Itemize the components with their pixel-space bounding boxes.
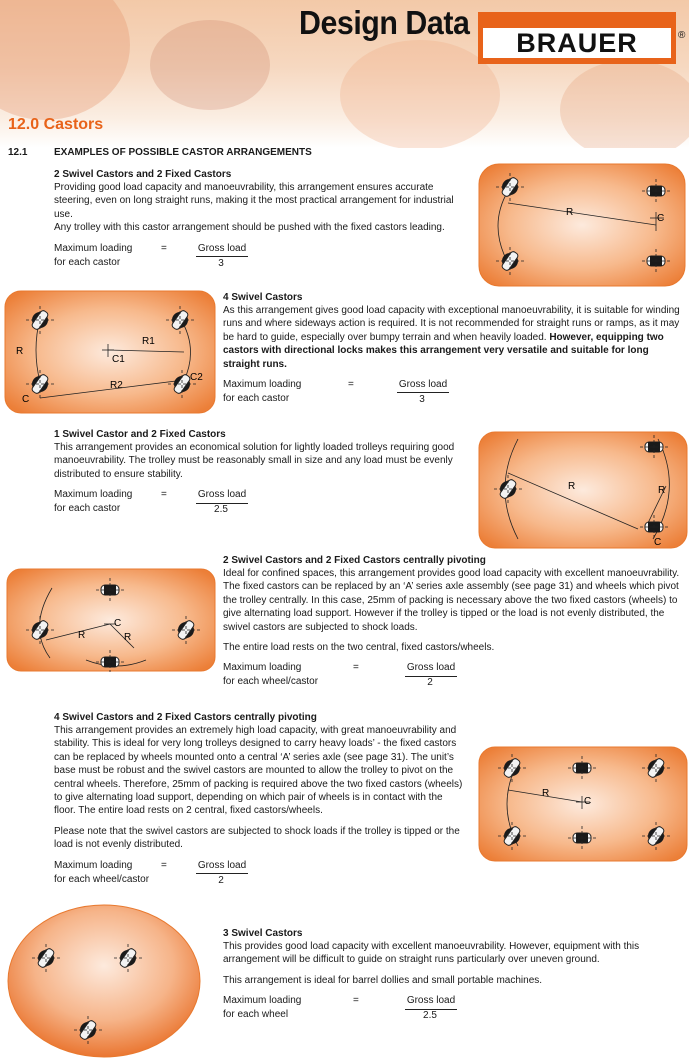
- loading-formula: [223, 661, 685, 689]
- diagram-label-r: R: [658, 485, 666, 496]
- brand-logo: [478, 12, 676, 64]
- banner-shade: [340, 40, 500, 148]
- formula-label: Maximum loading: [223, 995, 302, 1007]
- arrangement-text: This arrangement provides an economical solution for lightly loaded trolleys requiring good manoeuvrability. The trolley must be reasonably small in size and any load must be evenly distributed to ensure stability.: [54, 442, 455, 480]
- formula-equals: =: [161, 859, 167, 871]
- diagram-label-c: C: [584, 796, 592, 807]
- formula-label: Maximum loading: [223, 662, 302, 674]
- diagram-label-c2: C2: [190, 372, 203, 383]
- loading-formula: [54, 488, 468, 516]
- loading-formula: [223, 378, 685, 406]
- arrangement-text: Please note that the swivel castors are subjected to shock loads if the trolley is tipped or the load is not evenly distributed.: [54, 825, 460, 851]
- arrangement-text: This arrangement is ideal for barrel dollies and small portable machines.: [223, 974, 543, 986]
- formula-label: for each wheel/castor: [54, 873, 150, 885]
- banner-shade: [0, 0, 130, 120]
- diagram-label-r: R: [16, 346, 24, 357]
- banner-shade: [560, 60, 689, 148]
- paragraph: Providing good load capacity and manoeuvrability, this arrangement ensures accurate steering, even on long straight runs, making it the most practical arrangement for industrial use.: [54, 182, 454, 220]
- arrangement-2-swivel-2-fixed: [54, 168, 468, 270]
- formula-label: Maximum loading: [223, 379, 302, 391]
- registered-mark: ®: [678, 30, 686, 41]
- diagram-2-swivel-2-fixed-central: [6, 568, 216, 672]
- arrangement-title: 3 Swivel Castors: [223, 928, 303, 939]
- formula-numerator: Gross load: [397, 378, 449, 393]
- arrangement-4-swivel: [223, 291, 685, 406]
- arrangement-text: This provides good load capacity with excellent manoeuvrability. However, equipment with this arrangement will be difficult to guide on straight runs particularly over uneven ground.: [223, 941, 640, 966]
- formula-numerator: Gross load: [405, 994, 457, 1009]
- arrangement-title: 1 Swivel Castor and 2 Fixed Castors: [54, 429, 226, 440]
- section-title: 12.0 Castors: [8, 116, 104, 133]
- loading-formula: [223, 994, 663, 1022]
- loading-formula: [54, 859, 464, 887]
- diagram-label-r1: R1: [142, 336, 155, 347]
- diagram-3-swivel: [6, 904, 202, 1058]
- diagram-label-r: R: [568, 481, 576, 492]
- arrangement-title: 2 Swivel Castors and 2 Fixed Castors centrally pivoting: [223, 555, 486, 566]
- formula-equals: =: [161, 242, 167, 254]
- loading-formula: [54, 242, 468, 270]
- subsection-number: 12.1: [8, 147, 28, 158]
- paragraph: As this arrangement gives good load capacity with exceptional manoeuvrability, it is suitable for winding runs and where sideways action is required. It is not recommended for straight runs or ramps, as it may be hard to guide, especially over bumpy terrain and when heavily loaded.: [223, 305, 680, 343]
- formula-denominator: 3: [218, 257, 224, 269]
- paragraph: Any trolley with this castor arrangement should be pushed with the fixed castors leading.: [54, 222, 445, 234]
- diagram-label-r2: R2: [110, 380, 123, 391]
- diagram-2-swivel-2-fixed: [478, 163, 686, 287]
- arrangement-text: This arrangement provides an extremely high load capacity, with great manoeuvrability and stability. This is ideal for very long trolleys designed to carry heavy loads’ - the fixed castors can be replaced by wheels mounted onto a central ‘A’ series axle (see page 31). The unit’s base must be robust and the swivel castors are mounted to allow the trolley to pivot on the central wheels. Therefore, 25mm of packing is required above the two fixed castors (wheels) to give alternating load support, depending on which pair of wheels is in contact with the floor. The entire load rests on 2 central, fixed castors/wheels.: [54, 725, 463, 817]
- formula-equals: =: [161, 489, 167, 501]
- arrangement-4-swivel-2-fixed-central: [54, 711, 464, 887]
- formula-numerator: Gross load: [196, 242, 248, 257]
- brand-logo-text: BRAUER: [483, 28, 671, 58]
- arrangement-title: 2 Swivel Castors and 2 Fixed Castors: [54, 169, 232, 180]
- diagram-4-swivel-2-fixed-central: [478, 746, 688, 862]
- arrangement-2-swivel-2-fixed-central: [223, 554, 685, 689]
- formula-label: for each wheel/castor: [223, 676, 319, 688]
- arrangement-title: 4 Swivel Castors and 2 Fixed Castors centrally pivoting: [54, 712, 317, 723]
- subsection-title: EXAMPLES OF POSSIBLE CASTOR ARRANGEMENTS: [54, 147, 312, 158]
- arrangement-text: The entire load rests on the two central, fixed castors/wheels.: [223, 642, 495, 654]
- diagram-label-c1: C1: [112, 354, 125, 365]
- arrangement-3-swivel: [223, 927, 663, 1022]
- formula-numerator: Gross load: [196, 488, 248, 503]
- diagram-label-c: C: [114, 618, 122, 629]
- formula-denominator: 2: [218, 874, 224, 886]
- diagram-label-r: R: [124, 632, 132, 643]
- formula-equals: =: [348, 379, 354, 391]
- arrangement-text: [54, 181, 468, 235]
- formula-denominator: 3: [419, 394, 425, 406]
- formula-numerator: Gross load: [196, 859, 248, 874]
- formula-numerator: Gross load: [405, 661, 457, 676]
- formula-label: for each wheel: [223, 1009, 289, 1021]
- formula-denominator: 2.5: [214, 504, 228, 516]
- formula-label: Maximum loading: [54, 859, 133, 871]
- arrangement-text: Ideal for confined spaces, this arrangement provides good load capacity with excellent manoeuvrability. The fixed castors can be replaced by an ‘A’ series axle assembly (see page 31) and wheels which pivot the trolley centrally. In this case, 25mm of packing is necessary above the two fixed castors (wheels) to give alternating load support. However if the trolley is tipped or the load is not evenly distributed, the swivel castors are subjected to shock loads.: [223, 568, 680, 633]
- formula-label: Maximum loading: [54, 242, 133, 254]
- diagram-4-swivel: [4, 290, 216, 414]
- diagram-1-swivel-2-fixed: [478, 431, 688, 549]
- arrangement-text: [223, 304, 685, 371]
- arrangement-title: 4 Swivel Castors: [223, 292, 303, 303]
- paragraph-emphasis: However, equipping two castors with directional locks makes this arrangement very versatile and suitable for long straight runs.: [223, 331, 664, 370]
- formula-label: for each castor: [54, 503, 121, 515]
- formula-label: for each castor: [54, 256, 121, 268]
- arrangement-1-swivel-2-fixed: [54, 428, 468, 516]
- diagram-label-c: C: [654, 537, 662, 548]
- diagram-label-c: C: [22, 394, 30, 405]
- formula-denominator: 2.5: [423, 1010, 437, 1022]
- diagram-label-r: R: [566, 207, 574, 218]
- formula-label: for each castor: [223, 393, 290, 405]
- diagram-label-r: R: [78, 630, 86, 641]
- formula-equals: =: [353, 662, 359, 674]
- page-title: Design Data: [299, 4, 470, 41]
- formula-equals: =: [353, 995, 359, 1007]
- formula-denominator: 2: [427, 677, 433, 689]
- diagram-label-r: R: [542, 788, 550, 799]
- diagram-label-c: C: [657, 213, 665, 224]
- banner-shade: [150, 20, 270, 110]
- formula-label: Maximum loading: [54, 489, 133, 501]
